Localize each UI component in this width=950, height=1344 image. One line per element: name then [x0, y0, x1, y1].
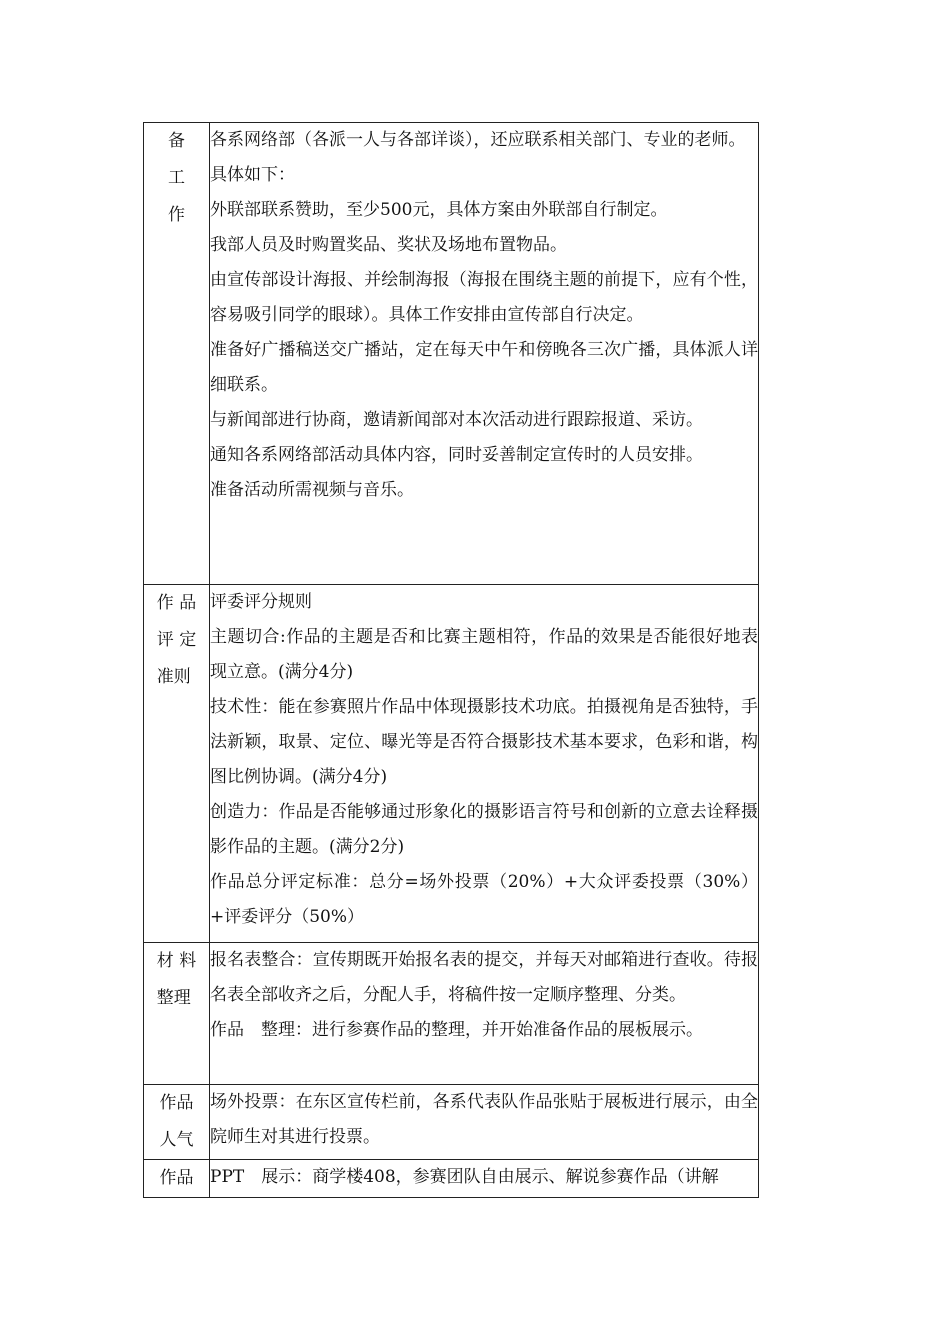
row-label-preparation [144, 123, 210, 585]
table-row-work-showcase [144, 1160, 759, 1198]
label-line: 材 料 [156, 951, 197, 971]
label-line: 作品 [159, 1168, 194, 1188]
row-label-work-popularity [144, 1085, 210, 1160]
paragraph: 准备好广播稿送交广播站，定在每天中午和傍晚各三次广播，具体派人详细联系。 [210, 340, 758, 395]
label-line: 备 [168, 131, 185, 151]
table-row-material-organization [144, 943, 759, 1085]
paragraph: 技术性：能在参赛照片作品中体现摄影技术功底。拍摄视角是否独特，手法新颖，取景、定位、曝光等是否符合摄影技术基本要求，色彩和谐，构图比例协调。(满分4分) [210, 697, 758, 787]
table-row-preparation [144, 123, 759, 585]
label-line: 工 [168, 168, 185, 188]
row-content-work-popularity [210, 1085, 759, 1160]
row-label-work-showcase [144, 1160, 210, 1198]
paragraph: 我部人员及时购置奖品、奖状及场地布置物品。 [210, 235, 567, 255]
row-content-work-showcase [210, 1160, 759, 1198]
paragraph: 主题切合:作品的主题是否和比赛主题相符，作品的效果是否能很好地表现立意。(满分4分) [210, 627, 758, 682]
paragraph: 通知各系网络部活动具体内容，同时妥善制定宣传时的人员安排。 [210, 445, 703, 465]
table-row-work-popularity [144, 1085, 759, 1160]
paragraph: 作品总分评定标准：总分=场外投票（20%）+大众评委投票（30%）+评委评分（50%） [210, 872, 758, 927]
label-line: 作 [168, 205, 185, 225]
paragraph: 作品 整理：进行参赛作品的整理，并开始准备作品的展板展示。 [210, 1020, 703, 1040]
paragraph: 外联部联系赞助，至少500元，具体方案由外联部自行制定。 [210, 200, 668, 220]
activity-plan-table [143, 122, 759, 1198]
table-row-judging-criteria [144, 585, 759, 943]
paragraph: 具体如下： [210, 165, 295, 185]
paragraph: 报名表整合：宣传期既开始报名表的提交，并每天对邮箱进行查收。待报名表全部收齐之后，分配人手，将稿件按一定顺序整理、分类。 [210, 950, 758, 1005]
label-line: 人气 [159, 1130, 194, 1150]
paragraph: 各系网络部（各派一人与各部详谈），还应联系相关部门、专业的老师。 [210, 130, 746, 150]
paragraph: 场外投票：在东区宣传栏前，各系代表队作品张贴于展板进行展示，由全院师生对其进行投票。 [210, 1092, 758, 1147]
paragraph: 创造力：作品是否能够通过形象化的摄影语言符号和创新的立意去诠释摄影作品的主题。(满分2分) [210, 802, 758, 857]
label-line: 评 定 [156, 630, 197, 650]
row-content-preparation [210, 123, 759, 585]
label-line: 准则 [156, 667, 191, 687]
row-content-material-organization [210, 943, 759, 1085]
row-label-judging-criteria [144, 585, 210, 943]
row-label-material-organization [144, 943, 210, 1085]
paragraph: 准备活动所需视频与音乐。 [210, 480, 414, 500]
label-line: 作品 [159, 1093, 194, 1113]
paragraph: PPT 展示：商学楼408，参赛团队自由展示、解说参赛作品（讲解 [210, 1167, 719, 1187]
paragraph: 与新闻部进行协商，邀请新闻部对本次活动进行跟踪报道、采访。 [210, 410, 703, 430]
paragraph: 由宣传部设计海报、并绘制海报（海报在围绕主题的前提下，应有个性，容易吸引同学的眼球）。具体工作安排由宣传部自行决定。 [210, 270, 758, 325]
label-line: 作 品 [156, 593, 197, 613]
row-content-judging-criteria [210, 585, 759, 943]
paragraph: 评委评分规则 [210, 592, 312, 612]
label-line: 整理 [156, 988, 191, 1008]
